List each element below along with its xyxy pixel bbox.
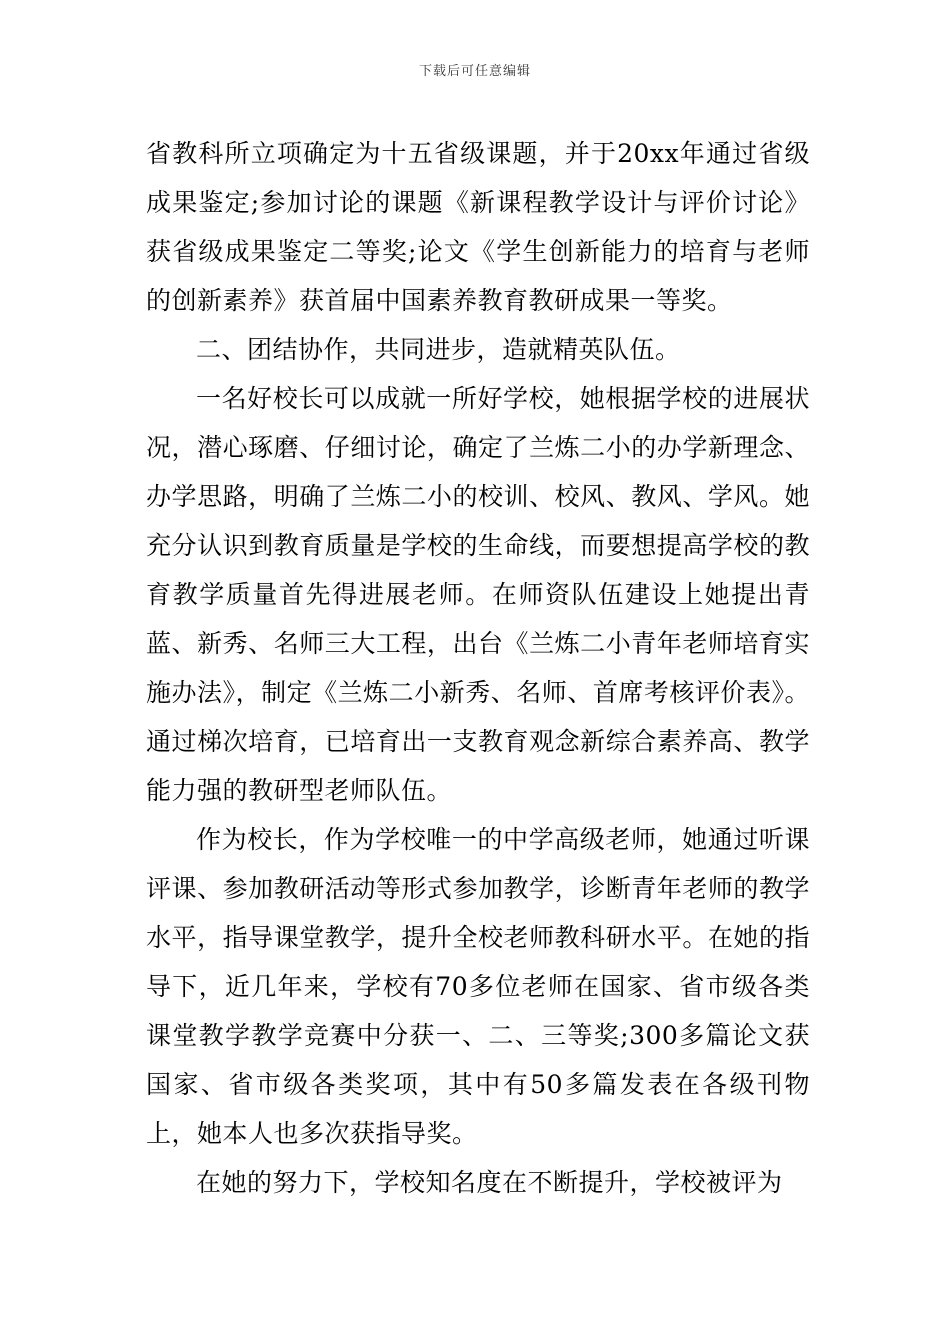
paragraph-1: 省教科所立项确定为十五省级课题，并于20xx年通过省级成果鉴定;参加讨论的课题《新课程教学设计与评价讨论》获省级成果鉴定二等奖;论文《学生创新能力的培育与老师的创新素养》获首届中国素养教育教研成果一等奖。: [146, 139, 810, 315]
page-header: 下载后可任意编辑: [418, 64, 531, 79]
paragraph-3: 一名好校长可以成就一所好学校，她根据学校的进展状况，潜心琢磨、仔细讨论，确定了兰炼二小的办学新理念、办学思路，明确了兰炼二小的校训、校风、教风、学风。她充分认识到教育质量是学校的生命线，而要想提高学校的教育教学质量首先得进展老师。在师资队伍建设上她提出青蓝、新秀、名师三大工程，出台《兰炼二小青年老师培育实施办法》，制定《兰炼二小新秀、名师、首席考核评价表》。通过梯次培育，已培育出一支教育观念新综合素养高、教学能力强的教研型老师队伍。: [146, 384, 810, 805]
paragraph-2: 二、团结协作，共同进步，造就精英队伍。: [196, 335, 681, 364]
paragraph-4: 作为校长，作为学校唯一的中学高级老师，她通过听课评课、参加教研活动等形式参加教学，诊断青年老师的教学水平，指导课堂教学，提升全校老师教科研水平。在她的指导下，近几年来，学校有70多位老师在国家、省市级各类课堂教学教学竞赛中分获一、二、三等奖;300多篇论文获国家、省市级各类奖项，其中有50多篇发表在各级刊物上，她本人也多次获指导奖。: [146, 825, 810, 1148]
paragraph-5: 在她的努力下，学校知名度在不断提升，学校被评为: [196, 1168, 783, 1197]
document-body: [146, 129, 810, 1207]
